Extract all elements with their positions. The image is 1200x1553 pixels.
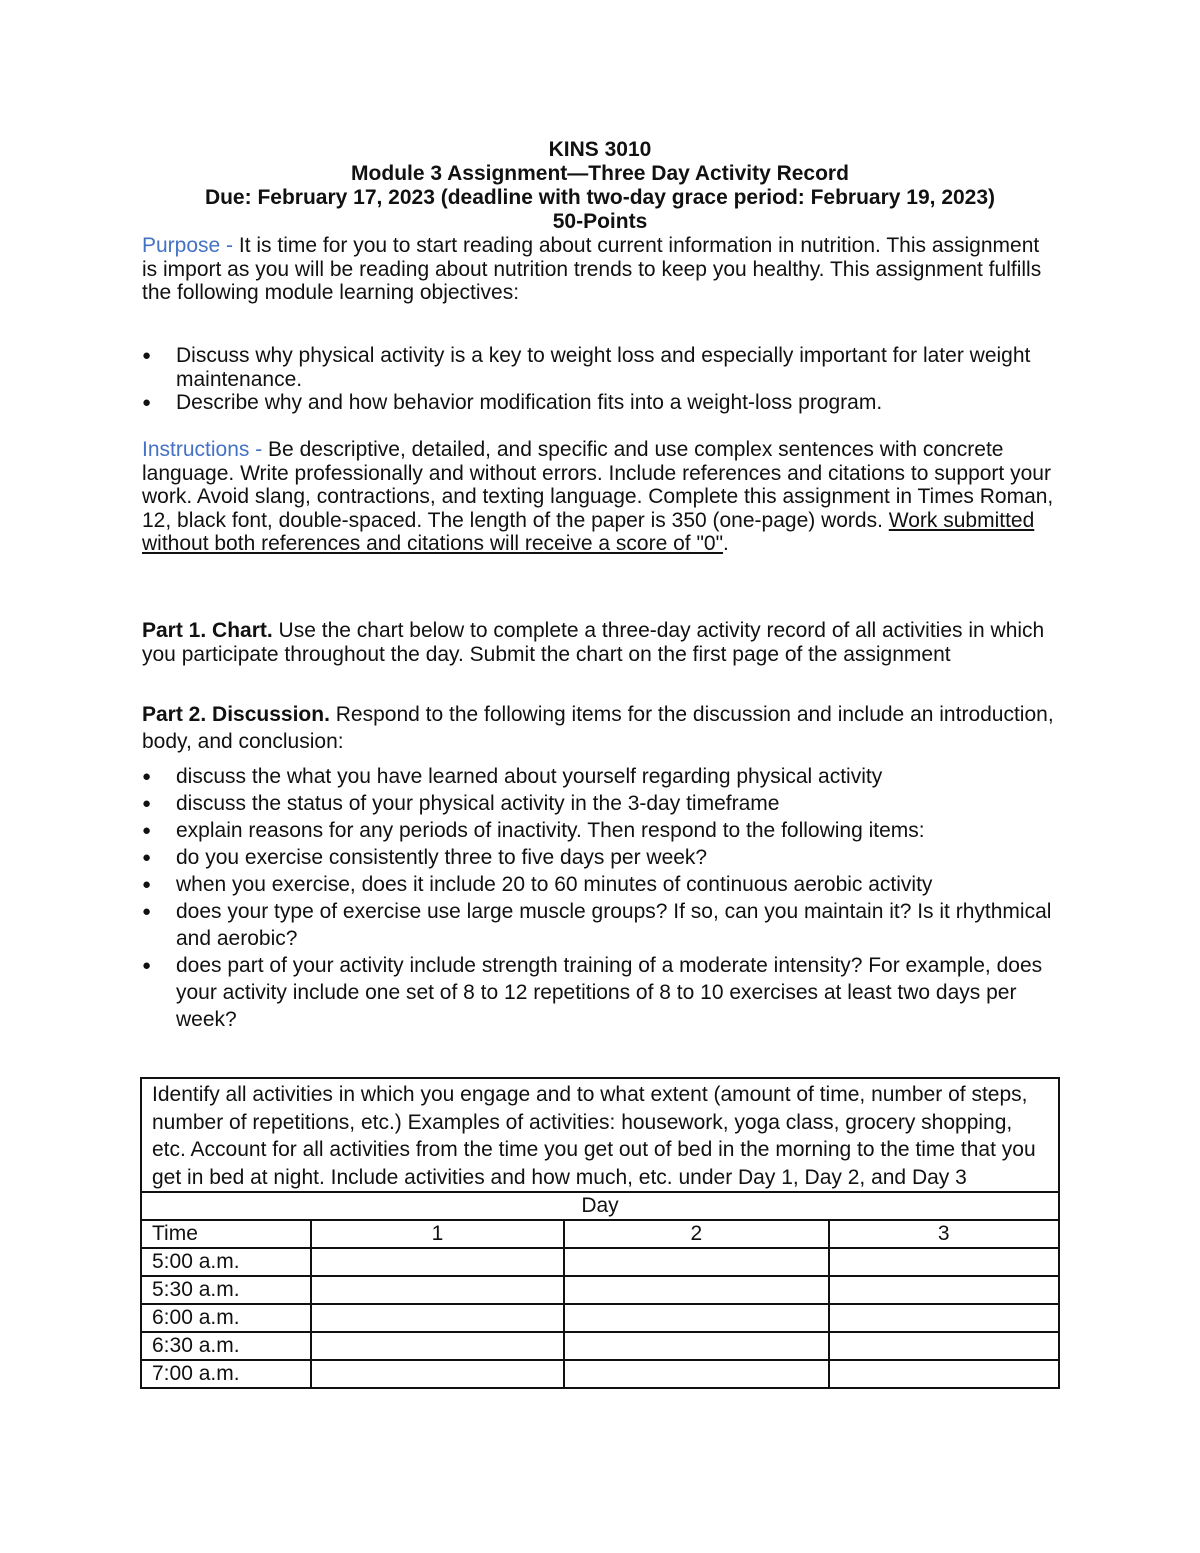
time-cell: 6:30 a.m. — [141, 1332, 311, 1360]
time-cell: 7:00 a.m. — [141, 1360, 311, 1388]
instructions-end: . — [723, 532, 729, 555]
document-header — [140, 138, 1060, 234]
discussion-item: ● discuss the what you have learned about yourself regarding physical activity — [142, 763, 1057, 790]
day-2-cell[interactable] — [564, 1304, 828, 1332]
time-cell: 6:00 a.m. — [141, 1304, 311, 1332]
day-3-cell[interactable] — [829, 1332, 1060, 1360]
day-2-cell[interactable] — [564, 1360, 828, 1388]
instructions-section — [142, 438, 1057, 556]
part2-label: Part 2. Discussion. — [142, 703, 330, 726]
table-row — [141, 1332, 1059, 1360]
day-2-cell[interactable] — [564, 1248, 828, 1276]
discussion-item: ● explain reasons for any periods of inactivity. Then respond to the following items: — [142, 817, 1057, 844]
table-row — [141, 1276, 1059, 1304]
part1-section — [142, 619, 1057, 666]
discussion-item: ● when you exercise, does it include 20 to 60 minutes of continuous aerobic activity — [142, 871, 1057, 898]
table-row — [141, 1360, 1059, 1388]
due-date: Due: February 17, 2023 (deadline with two-day grace period: February 19, 2023) — [204, 186, 996, 209]
purpose-text: It is time for you to start reading about current information in nutrition. This assignment is import as you will be reading about nutrition trends to keep you healthy. This assignment fulfills the following module learning objectives: — [142, 234, 1042, 304]
discussion-item: ● does part of your activity include strength training of a moderate intensity? For example, does your activity include one set of 8 to 12 repetitions of 8 to 10 exercises at least two days per week? — [142, 952, 1057, 1033]
chart-instructions: Identify all activities in which you engage and to what extent (amount of time, number of steps, number of repetitions, etc.) Examples of activities: housework, yoga class, grocery shopping, etc. Account for all activities from the time you get out of bed in the morning to the time that you get in bed at night. Include activities and how much, etc. under Day 1, Day 2, and Day 3 — [141, 1078, 1059, 1192]
objectives-list — [142, 344, 1057, 415]
objective-item: ● Describe why and how behavior modification fits into a weight-loss program. — [142, 391, 1057, 415]
part1-label: Part 1. Chart. — [142, 619, 273, 642]
day-header: Day — [141, 1192, 1059, 1220]
day-2-cell[interactable] — [564, 1276, 828, 1304]
part1-text: Use the chart below to complete a three-day activity record of all activities in which you participate throughout the day. Submit the chart on the first page of the assignment — [142, 619, 1045, 666]
course-code: KINS 3010 — [548, 138, 652, 161]
time-cell: 5:30 a.m. — [141, 1276, 311, 1304]
instructions-text: Be descriptive, detailed, and specific and use complex sentences with concrete language. Write professionally and without errors. Include references and citations to support your work. Avoid slang, contractions, and texting language. Complete this assignment in Times Roman, 12, black font, double-spaced. The length of the paper is 350 (one-page) words. — [142, 438, 1054, 532]
day-3-cell[interactable] — [829, 1304, 1060, 1332]
day-2-header: 2 — [564, 1220, 828, 1248]
assignment-title: Module 3 Assignment—Three Day Activity Record — [351, 162, 849, 185]
activity-chart — [140, 1077, 1060, 1389]
time-header: Time — [141, 1220, 311, 1248]
points: 50-Points — [552, 210, 648, 233]
table-row — [141, 1304, 1059, 1332]
day-3-cell[interactable] — [829, 1276, 1060, 1304]
day-2-cell[interactable] — [564, 1332, 828, 1360]
day-1-cell[interactable] — [311, 1276, 564, 1304]
day-1-cell[interactable] — [311, 1360, 564, 1388]
discussion-items — [142, 763, 1057, 1033]
discussion-item: ● do you exercise consistently three to five days per week? — [142, 844, 1057, 871]
day-3-header: 3 — [829, 1220, 1060, 1248]
day-3-cell[interactable] — [829, 1248, 1060, 1276]
day-1-header: 1 — [311, 1220, 564, 1248]
time-cell: 5:00 a.m. — [141, 1248, 311, 1276]
objective-item: ● Discuss why physical activity is a key to weight loss and especially important for later weight maintenance. — [142, 344, 1057, 391]
instructions-warning: Work submitted without both references and citations will receive a score of "0" — [142, 508, 1035, 555]
day-1-cell[interactable] — [311, 1248, 564, 1276]
table-row — [141, 1248, 1059, 1276]
discussion-item: ● discuss the status of your physical activity in the 3-day timeframe — [142, 790, 1057, 817]
instructions-label: Instructions - — [142, 438, 269, 461]
purpose-label: Purpose - — [142, 234, 239, 257]
part2-section — [142, 701, 1057, 755]
discussion-item: ● does your type of exercise use large muscle groups? If so, can you maintain it? Is it rhythmical and aerobic? — [142, 898, 1057, 952]
day-3-cell[interactable] — [829, 1360, 1060, 1388]
day-1-cell[interactable] — [311, 1304, 564, 1332]
purpose-section — [142, 234, 1057, 305]
day-1-cell[interactable] — [311, 1332, 564, 1360]
part2-text: Respond to the following items for the discussion and include an introduction, body, and conclusion: — [142, 703, 1054, 753]
